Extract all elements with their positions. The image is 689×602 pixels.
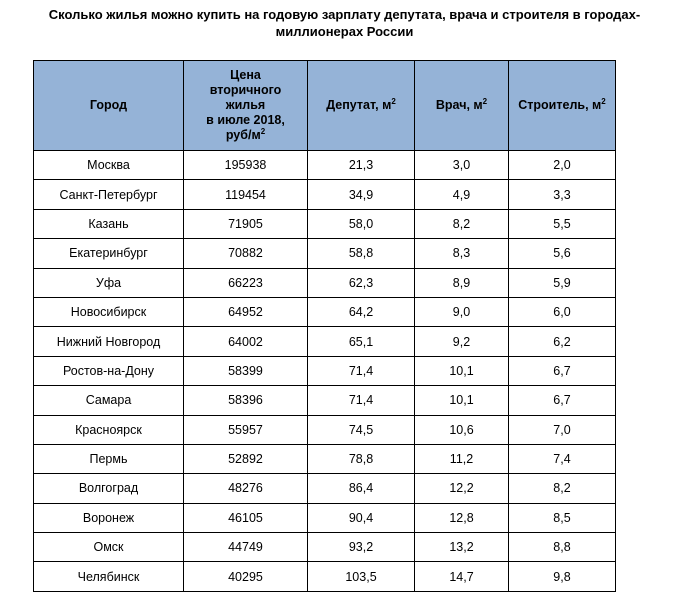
page-title [0, 6, 689, 40]
table-row [34, 386, 616, 415]
cell-city: Санкт-Петербург [34, 180, 184, 209]
cell-deputy: 64,2 [308, 297, 415, 326]
cell-deputy: 71,4 [308, 386, 415, 415]
cell-deputy: 21,3 [308, 151, 415, 180]
cell-builder: 8,2 [509, 474, 616, 503]
header-doctor: Врач, $м^2$ [415, 61, 509, 151]
cell-deputy: 65,1 [308, 327, 415, 356]
title-line-1: Сколько жилья можно купить на годовую зарплату депутата, врача и строителя в городах- [48, 7, 641, 22]
cell-builder: 7,4 [509, 444, 616, 473]
cell-builder: 9,8 [509, 562, 616, 591]
cell-deputy: 62,3 [308, 268, 415, 297]
cell-builder: 8,8 [509, 533, 616, 562]
table-row [34, 327, 616, 356]
table-row [34, 562, 616, 591]
cell-deputy: 86,4 [308, 474, 415, 503]
cell-price: 52892 [184, 444, 308, 473]
cell-doctor: 12,8 [415, 503, 509, 532]
cell-deputy: 78,8 [308, 444, 415, 473]
cell-builder: 6,0 [509, 297, 616, 326]
table-row [34, 415, 616, 444]
cell-city: Москва [34, 151, 184, 180]
cell-price: 58399 [184, 356, 308, 385]
header-deputy: Депутат, $м^2$ [308, 61, 415, 151]
cell-doctor: 8,3 [415, 239, 509, 268]
header-price: Цена вторичного жилья в июле 2018, руб/$м^2$ [184, 61, 308, 151]
cell-builder: 6,7 [509, 356, 616, 385]
cell-doctor: 9,2 [415, 327, 509, 356]
table-row [34, 180, 616, 209]
table-row [34, 503, 616, 532]
cell-city: Ростов-на-Дону [34, 356, 184, 385]
cell-city: Пермь [34, 444, 184, 473]
cell-price: 70882 [184, 239, 308, 268]
table-row [34, 356, 616, 385]
cell-builder: 7,0 [509, 415, 616, 444]
cell-doctor: 14,7 [415, 562, 509, 591]
cell-deputy: 103,5 [308, 562, 415, 591]
cell-city: Самара [34, 386, 184, 415]
cell-doctor: 8,9 [415, 268, 509, 297]
cell-doctor: 13,2 [415, 533, 509, 562]
cell-builder: 5,6 [509, 239, 616, 268]
cell-doctor: 8,2 [415, 209, 509, 238]
cell-builder: 5,5 [509, 209, 616, 238]
cell-doctor: 12,2 [415, 474, 509, 503]
cell-city: Омск [34, 533, 184, 562]
cell-price: 40295 [184, 562, 308, 591]
cell-deputy: 34,9 [308, 180, 415, 209]
cell-city: Воронеж [34, 503, 184, 532]
cell-city: Уфа [34, 268, 184, 297]
cell-doctor: 3,0 [415, 151, 509, 180]
cell-doctor: 10,1 [415, 386, 509, 415]
table-row [34, 533, 616, 562]
table-body [34, 151, 616, 592]
cell-builder: 6,7 [509, 386, 616, 415]
cell-price: 44749 [184, 533, 308, 562]
cell-price: 64002 [184, 327, 308, 356]
cell-doctor: 11,2 [415, 444, 509, 473]
cell-price: 58396 [184, 386, 308, 415]
title-line-2: миллионерах России [275, 24, 414, 39]
header-city: Город [34, 61, 184, 151]
table-row [34, 268, 616, 297]
table-row [34, 444, 616, 473]
cell-city: Челябинск [34, 562, 184, 591]
housing-table [33, 60, 616, 592]
cell-price: 119454 [184, 180, 308, 209]
table-row [34, 297, 616, 326]
cell-price: 195938 [184, 151, 308, 180]
cell-builder: 2,0 [509, 151, 616, 180]
cell-deputy: 90,4 [308, 503, 415, 532]
header-builder: Строитель, $м^2$ [509, 61, 616, 151]
cell-city: Екатеринбург [34, 239, 184, 268]
cell-doctor: 9,0 [415, 297, 509, 326]
cell-doctor: 10,1 [415, 356, 509, 385]
cell-deputy: 74,5 [308, 415, 415, 444]
table-row [34, 151, 616, 180]
cell-price: 55957 [184, 415, 308, 444]
cell-city: Красноярск [34, 415, 184, 444]
table-row [34, 209, 616, 238]
cell-builder: 8,5 [509, 503, 616, 532]
cell-price: 66223 [184, 268, 308, 297]
cell-city: Казань [34, 209, 184, 238]
cell-price: 46105 [184, 503, 308, 532]
cell-city: Новосибирск [34, 297, 184, 326]
cell-builder: 5,9 [509, 268, 616, 297]
table-row [34, 239, 616, 268]
cell-city: Волгоград [34, 474, 184, 503]
cell-doctor: 4,9 [415, 180, 509, 209]
cell-price: 64952 [184, 297, 308, 326]
table-row [34, 474, 616, 503]
cell-deputy: 93,2 [308, 533, 415, 562]
cell-price: 48276 [184, 474, 308, 503]
cell-deputy: 71,4 [308, 356, 415, 385]
cell-city: Нижний Новгород [34, 327, 184, 356]
cell-builder: 6,2 [509, 327, 616, 356]
cell-deputy: 58,0 [308, 209, 415, 238]
cell-builder: 3,3 [509, 180, 616, 209]
table-header-row [34, 61, 616, 151]
cell-deputy: 58,8 [308, 239, 415, 268]
cell-price: 71905 [184, 209, 308, 238]
cell-doctor: 10,6 [415, 415, 509, 444]
